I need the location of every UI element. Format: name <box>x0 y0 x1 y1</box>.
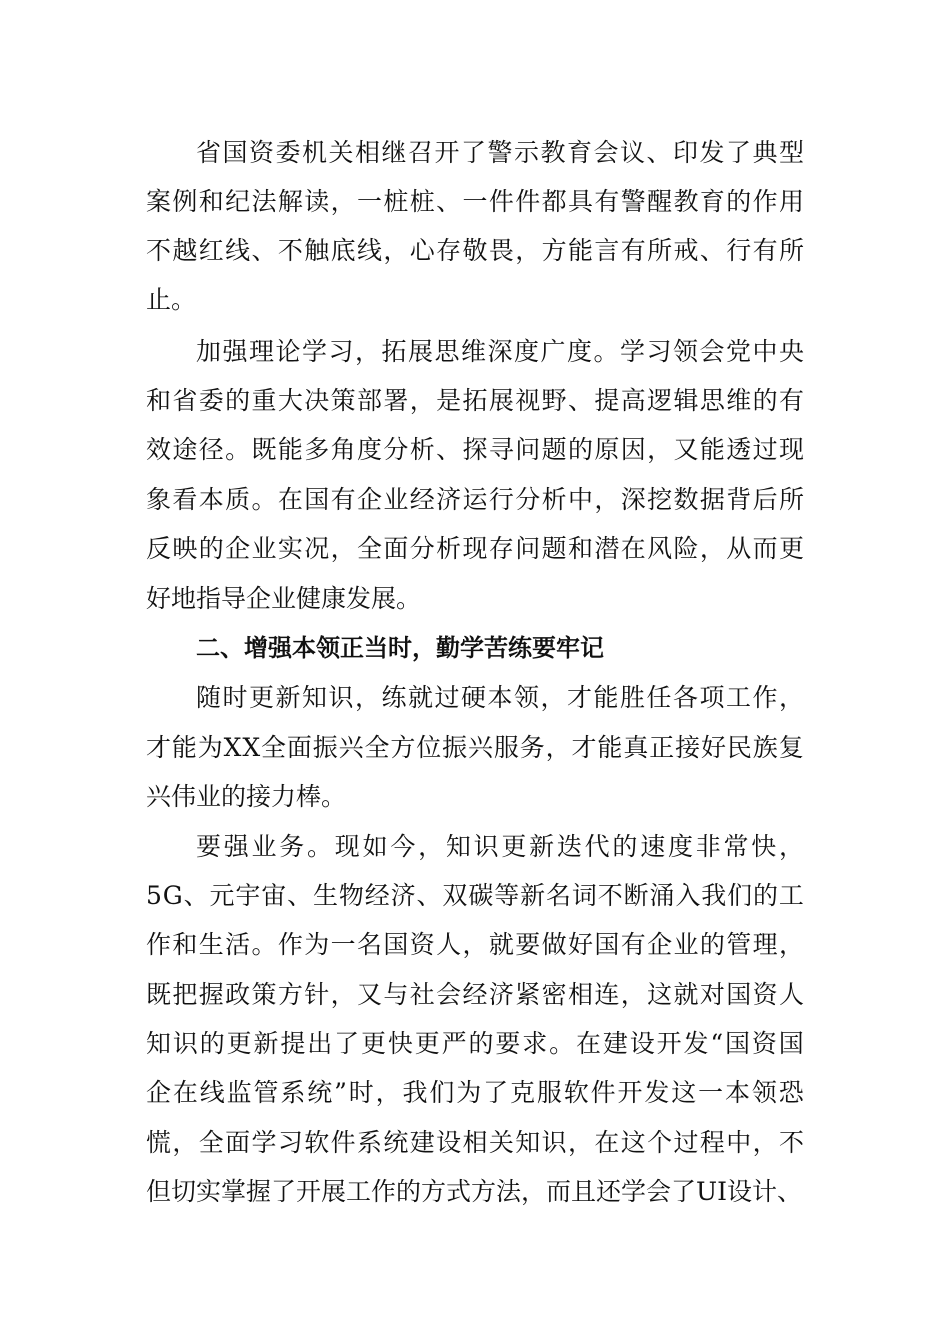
paragraph-2-line-4: 象看本质。在国有企业经济运行分析中，深挖数据背后所 <box>146 485 806 514</box>
paragraph-4-line-5: 知识的更新提出了更快更严的要求。在建设开发“国资国 <box>146 1029 806 1058</box>
paragraph-2-line-1: 加强理论学习，拓展思维深度广度。学习领会党中央 <box>196 337 806 366</box>
paragraph-1-line-2: 案例和纪法解读，一桩桩、一件件都具有警醒教育的作用 <box>146 187 806 216</box>
paragraph-3-line-3: 兴伟业的接力棒。 <box>146 782 347 811</box>
paragraph-2-line-2: 和省委的重大决策部署，是拓展视野、提高逻辑思维的有 <box>146 386 806 415</box>
paragraph-1-line-4: 止。 <box>146 285 197 314</box>
paragraph-3-line-1: 随时更新知识，练就过硬本领，才能胜任各项工作， <box>196 683 806 712</box>
section-heading: 二、增强本领正当时，勤学苦练要牢记 <box>196 634 604 662</box>
paragraph-4-line-8: 但切实掌握了开展工作的方式方法，而且还学会了UI设计、 <box>146 1177 802 1206</box>
paragraph-1-line-3: 不越红线、不触底线，心存敬畏，方能言有所戒、行有所 <box>146 236 806 265</box>
paragraph-4-line-3: 作和生活。作为一名国资人，就要做好国有企业的管理， <box>146 930 806 959</box>
paragraph-4-line-7: 慌，全面学习软件系统建设相关知识，在这个过程中，不 <box>146 1128 806 1157</box>
paragraph-4-line-1: 要强业务。现如今，知识更新迭代的速度非常快， <box>196 832 807 861</box>
paragraph-1-line-1: 省国资委机关相继召开了警示教育会议、印发了典型 <box>196 138 806 167</box>
paragraph-4-line-2: 5G、元宇宙、生物经济、双碳等新名词不断涌入我们的工 <box>146 881 805 910</box>
paragraph-3-line-2: 才能为XX全面振兴全方位振兴服务，才能真正接好民族复 <box>146 733 805 762</box>
paragraph-4-line-6: 企在线监管系统”时，我们为了克服软件开发这一本领恐 <box>146 1078 806 1107</box>
paragraph-4-line-4: 既把握政策方针，又与社会经济紧密相连，这就对国资人 <box>146 980 806 1009</box>
paragraph-2-line-5: 反映的企业实况，全面分析现存问题和潜在风险，从而更 <box>146 534 806 563</box>
paragraph-2-line-6: 好地指导企业健康发展。 <box>146 584 422 613</box>
paragraph-2-line-3: 效途径。既能多角度分析、探寻问题的原因，又能透过现 <box>146 435 806 464</box>
